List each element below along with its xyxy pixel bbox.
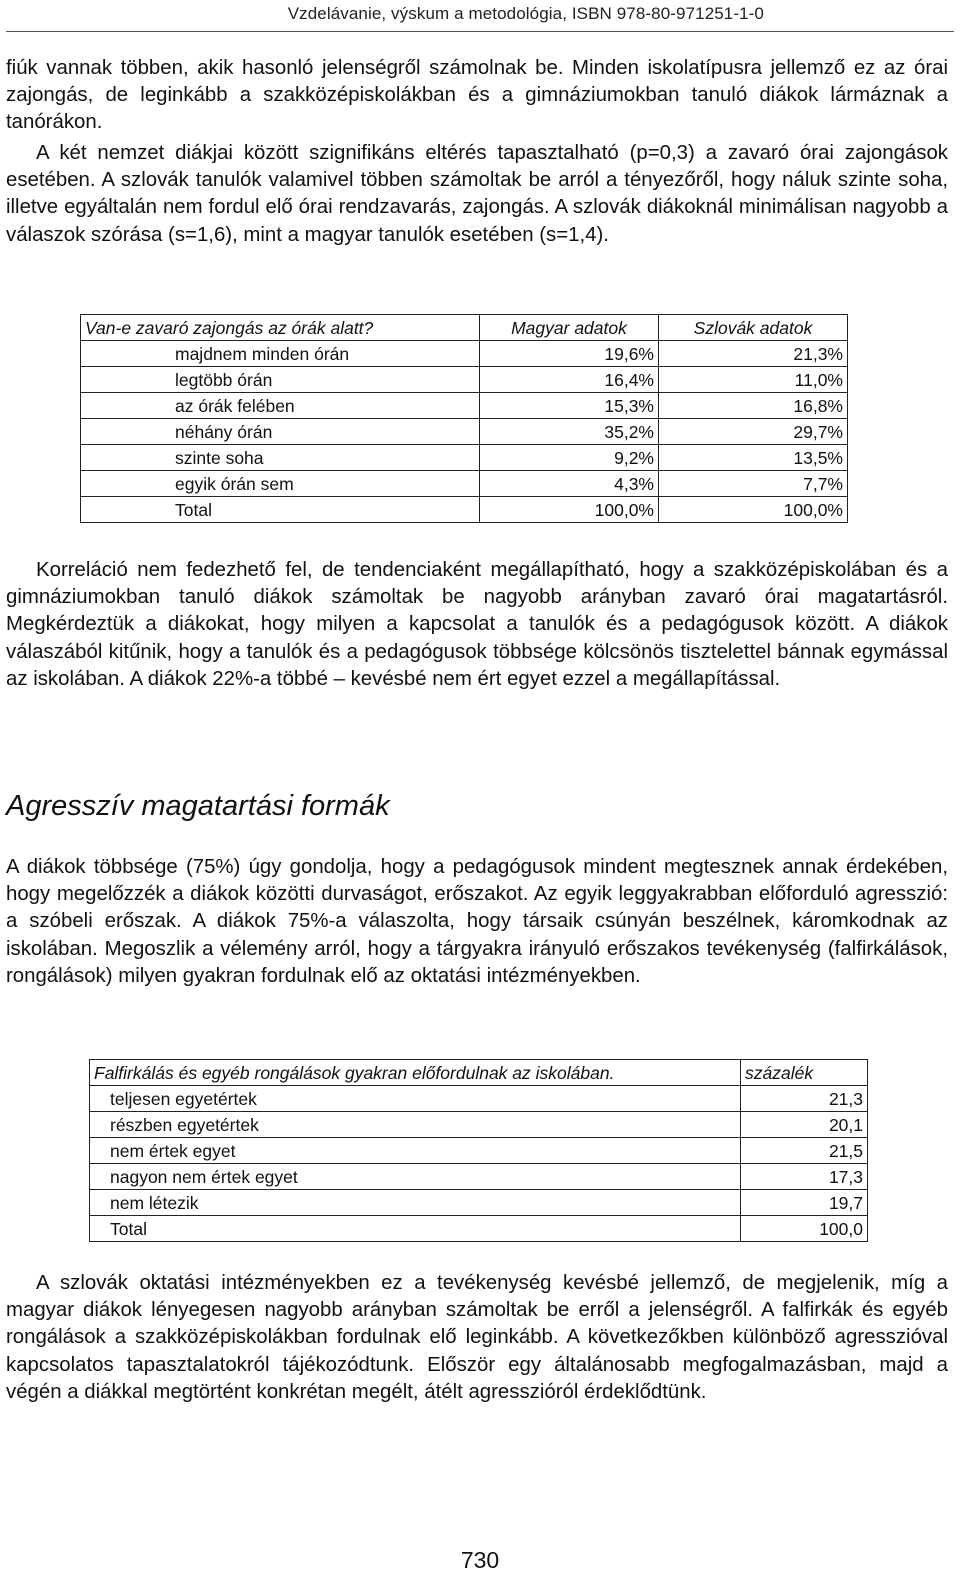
percent-value: 21,3 (741, 1086, 868, 1112)
noise-table-header-row (81, 315, 848, 341)
table-row (81, 471, 848, 497)
percent-value: 100,0 (741, 1216, 868, 1242)
vandalism-table-header-row (90, 1060, 868, 1086)
table-row (90, 1112, 868, 1138)
vandalism-table-header-statement: Falfirkálás és egyéb rongálások gyakran előfordulnak az iskolában. (90, 1060, 741, 1086)
paragraph-2-text: A két nemzet diákjai között szignifikáns eltérés tapasztalható (p=0,3) a zavaró órai zajongások esetében. A szlovák tanulók valamivel többen számoltak be arról a tényezőről, hogy náluk szinte soha, illetve egyáltalán nem fordul elő órai rendzavarás, zajongás. A szlovák diákoknál minimálisan nagyobb a válaszok szórása (s=1,6), mint a magyar tanulók esetében (s=1,4). (6, 142, 948, 246)
paragraph-4: A diákok többsége (75%) úgy gondolja, hogy a pedagógusok mindent megtesznek annak érdekében, hogy megelőzzék a diákok közötti durvaságot, erőszakot. Az egyik leggyakrabban előforduló agresszió: a szóbeli erőszak. A diákok 75%-a válaszolta, hogy társaik csúnyán beszélnek, káromkodnak az iskolában. Megoszlik a vélemény arról, hogy a tárgyakra irányuló erőszakos tevékenység (falfirkálások, rongálások) milyen gyakran fordulnak elő az oktatási intézményekben. (6, 856, 948, 987)
row-label: nagyon nem értek egyet (90, 1164, 741, 1190)
paragraph-5 (6, 1270, 948, 1406)
vandalism-table (89, 1059, 868, 1242)
percent-value: 21,5 (741, 1138, 868, 1164)
section-heading: Agresszív magatartási formák (6, 790, 390, 822)
slovak-value: 21,3% (659, 341, 848, 367)
slovak-value: 7,7% (659, 471, 848, 497)
slovak-value: 100,0% (659, 497, 848, 523)
hungarian-value: 9,2% (480, 445, 659, 471)
header-divider (6, 31, 954, 32)
hungarian-value: 4,3% (480, 471, 659, 497)
noise-table-header-slovak: Szlovák adatok (659, 315, 848, 341)
slovak-value: 16,8% (659, 393, 848, 419)
hungarian-value: 19,6% (480, 341, 659, 367)
paragraph-3 (6, 557, 948, 693)
table-row-total (90, 1216, 868, 1242)
table-row (90, 1086, 868, 1112)
paragraph-2 (6, 140, 948, 249)
noise-table-header-hungarian: Magyar adatok (480, 315, 659, 341)
row-label: néhány órán (81, 419, 480, 445)
paragraph-5-text: A szlovák oktatási intézményekben ez a tevékenység kevésbé jellemző, de megjelenik, míg a magyar diákok lényegesen nagyobb arányban számoltak be erről a jelenségről. A falfirkák és egyéb rongálások a szakközépiskolákban fordulnak elő leginkább. A következőkben különböző agresszióval kapcsolatos tapasztalatokról tájékozódtunk. Először egy általánosabb megfogalmazásban, majd a végén a diákkal megtörtént konkrétan megélt, átélt agresszióról érdeklődtünk. (6, 1272, 948, 1403)
table-row-total (81, 497, 848, 523)
paragraph-1: fiúk vannak többen, akik hasonló jelenségről számolnak be. Minden iskolatípusra jellemző ez az órai zajongás, de leginkább a szakközépiskolákban és a gimnáziumokban tanuló diákok lármáznak a tanórákon. (6, 57, 948, 134)
slovak-value: 29,7% (659, 419, 848, 445)
noise-table (80, 314, 848, 523)
table-row (81, 419, 848, 445)
table-row (81, 393, 848, 419)
row-label: nem létezik (90, 1190, 741, 1216)
page-number: 730 (460, 1547, 500, 1573)
row-label: Total (90, 1216, 741, 1242)
hungarian-value: 15,3% (480, 393, 659, 419)
table-row (81, 341, 848, 367)
row-label: teljesen egyetértek (90, 1086, 741, 1112)
row-label: Total (81, 497, 480, 523)
row-label: szinte soha (81, 445, 480, 471)
percent-value: 19,7 (741, 1190, 868, 1216)
percent-value: 17,3 (741, 1164, 868, 1190)
table-row (90, 1164, 868, 1190)
row-label: majdnem minden órán (81, 341, 480, 367)
row-label: részben egyetértek (90, 1112, 741, 1138)
percent-value: 20,1 (741, 1112, 868, 1138)
table-row (81, 445, 848, 471)
table-row (81, 367, 848, 393)
hungarian-value: 35,2% (480, 419, 659, 445)
vandalism-table-header-percent: százalék (741, 1060, 868, 1086)
row-label: nem értek egyet (90, 1138, 741, 1164)
paragraph-3-text: Korreláció nem fedezhető fel, de tendenciaként megállapítható, hogy a szakközépiskolában és a gimnáziumokban tanuló diákok számoltak be nagyobb arányban zavaró órai magatartásról. Megkérdeztük a diákokat, hogy milyen a kapcsolat a tanulók és a pedagógusok között. A diákok válaszából kitűnik, hogy a tanulók és a pedagógusok többsége kölcsönös tisztelettel bánnak egymással az iskolában. A diákok 22%-a többé – kevésbé nem ért egyet ezzel a megállapítással. (6, 559, 948, 690)
table-row (90, 1190, 868, 1216)
running-header: Vzdelávanie, výskum a metodológia, ISBN 978-80-971251-1-0 (287, 4, 764, 23)
table-row (90, 1138, 868, 1164)
noise-table-header-question: Van-e zavaró zajongás az órák alatt? (81, 315, 480, 341)
hungarian-value: 100,0% (480, 497, 659, 523)
row-label: az órák felében (81, 393, 480, 419)
slovak-value: 13,5% (659, 445, 848, 471)
row-label: legtöbb órán (81, 367, 480, 393)
hungarian-value: 16,4% (480, 367, 659, 393)
row-label: egyik órán sem (81, 471, 480, 497)
slovak-value: 11,0% (659, 367, 848, 393)
